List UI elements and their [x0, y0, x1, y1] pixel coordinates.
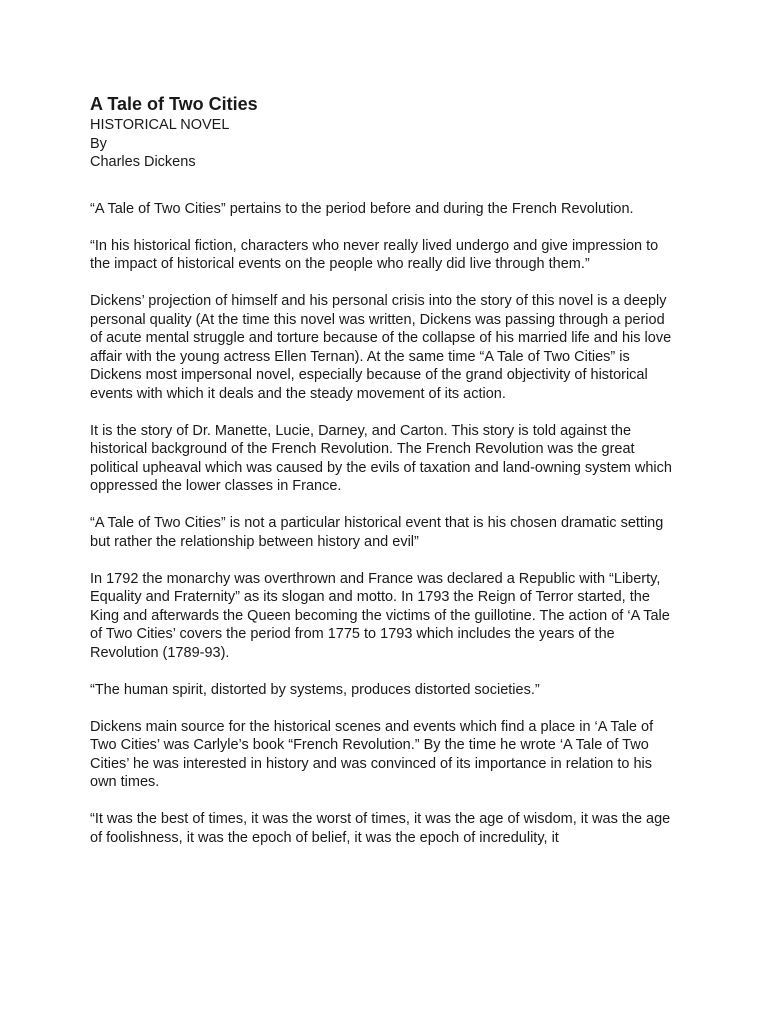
body-paragraph: “A Tale of Two Cities” is not a particular historical event that is his chosen dramatic setting but rather the relationship between history and evil”: [90, 515, 664, 550]
body-paragraph: “In his historical fiction, characters who never really lived undergo and give impression to the impact of historical events on the people who really did live through them.”: [90, 237, 659, 272]
document-by-line: By: [90, 135, 107, 152]
body-paragraph: In 1792 the monarchy was overthrown and France was declared a Republic with “Liberty, Equality and Fraternity” as its slogan and motto. In 1793 the Reign of Terror started, the King and afterwards the Queen becoming the victims of the guillotine. The action of ‘A Tale of Two Cities’ covers the period from 1775 to 1793 which includes the years of the Revolution (1789-93).: [90, 570, 670, 661]
document-page: [90, 92, 680, 866]
document-title: A Tale of Two Cities: [90, 94, 258, 114]
body-paragraph: Dickens main source for the historical scenes and events which find a place in ‘A Tale of Two Cities’ was Carlyle’s book “French Revolution.” By the time he wrote ‘A Tale of Two Cities’ he was interested in history and was convinced of its importance in relation to his own times.: [90, 718, 654, 790]
document-author: Charles Dickens: [90, 154, 196, 170]
body-paragraph: “It was the best of times, it was the worst of times, it was the age of wisdom, it was the age of foolishness, it was the epoch of belief, it was the epoch of incredulity, it: [90, 811, 671, 846]
body-paragraph: It is the story of Dr. Manette, Lucie, Darney, and Carton. This story is told against the historical background of the French Revolution. The French Revolution was the great political upheaval which was caused by the evils of taxation and land-owning system which oppressed the lower classes in France.: [90, 422, 672, 494]
body-paragraph: “The human spirit, distorted by systems, produces distorted societies.”: [90, 681, 540, 698]
document-genre: HISTORICAL NOVEL: [90, 117, 230, 133]
body-paragraph: “A Tale of Two Cities” pertains to the period before and during the French Revolution.: [90, 200, 634, 217]
document-body: [90, 200, 680, 848]
body-paragraph: Dickens’ projection of himself and his personal crisis into the story of this novel is a deeply personal quality (At the time this novel was written, Dickens was passing through a period of acute mental struggle and torture because of the collapse of his married life and his love affair with the young actress Ellen Ternan). At the same time “A Tale of Two Cities” is Dickens most impersonal novel, especially because of the grand objectivity of historical events with which it deals and the steady movement of its action.: [90, 293, 672, 402]
